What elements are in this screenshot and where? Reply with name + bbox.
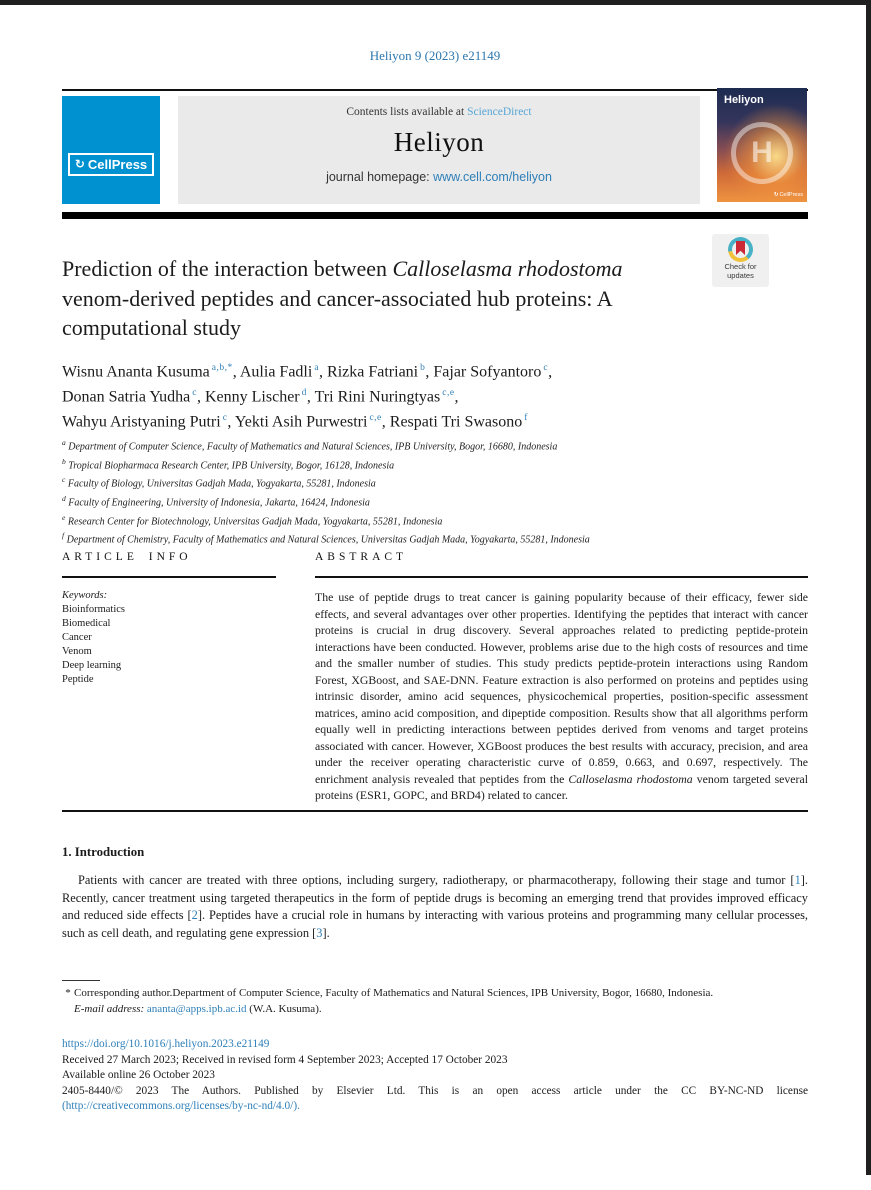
text-segment: venom targeted several proteins (ESR1, GOPC, and BRD4) related to cancer. bbox=[315, 771, 808, 802]
sciencedirect-link[interactable]: ScienceDirect bbox=[467, 106, 532, 118]
footnote-marker: * bbox=[65, 987, 71, 999]
introduction-paragraph bbox=[62, 872, 808, 942]
text-segment: computational study bbox=[62, 315, 242, 340]
cover-masthead: Heliyon bbox=[724, 94, 764, 106]
available-online: Available online 26 October 2023 bbox=[62, 1069, 215, 1081]
article-title bbox=[62, 254, 722, 343]
article-info-heading: ARTICLE INFO bbox=[62, 551, 192, 563]
banner-bottom-rule bbox=[62, 212, 808, 219]
page-right-border bbox=[866, 0, 871, 1175]
inline-link[interactable]: d bbox=[301, 387, 307, 398]
cover-brand bbox=[774, 192, 803, 198]
keyword: Peptide bbox=[62, 674, 94, 685]
text-segment: , Kenny Lischer bbox=[196, 388, 300, 406]
affiliations-list bbox=[62, 436, 808, 548]
affiliation: $^f$ Department of Chemistry, Faculty of Mathematics and Natural Sciences, Universitas Gadjah Mada, Yogyakarta, 55281, Indonesia bbox=[62, 531, 590, 546]
doi-link[interactable]: https://doi.org/10.1016/j.heliyon.2023.e21149 bbox=[62, 1038, 270, 1050]
inline-link[interactable]: c bbox=[192, 387, 197, 398]
text-segment: Patients with cancer are treated with three options, including surgery, radiotherapy, or pharmacotherapy, following their stage and tumor [ bbox=[78, 873, 795, 887]
homepage-link[interactable]: www.cell.com/heliyon bbox=[433, 170, 552, 184]
inline-link[interactable]: c bbox=[222, 412, 228, 423]
text-segment: Calloselasma rhodostoma bbox=[392, 256, 623, 281]
page-top-border bbox=[0, 0, 871, 5]
introduction-heading: 1. Introduction bbox=[62, 845, 145, 859]
received-dates: Received 27 March 2023; Received in revised form 4 September 2023; Accepted 17 October 2023 bbox=[62, 1053, 508, 1066]
text-segment: Prediction of the interaction between bbox=[62, 256, 393, 281]
text-segment: , bbox=[548, 363, 553, 381]
license-link[interactable]: (http://creativecommons.org/licenses/by-nc-nd/4.0/). bbox=[62, 1100, 300, 1112]
inline-link[interactable]: f bbox=[524, 412, 528, 423]
article-info-column bbox=[62, 551, 278, 687]
email-line bbox=[62, 1002, 808, 1018]
affiliation: $^e$ Research Center for Biotechnology, Universitas Gadjah Mada, Yogyakarta, 55281, Indonesia bbox=[62, 512, 443, 527]
text-segment: ]. Peptides have a crucial role in humans by interacting with various proteins and programming many cellular processes, such as cell death, and regulating gene expression [ bbox=[62, 908, 808, 940]
inline-link[interactable]: c,e bbox=[442, 387, 455, 398]
text-segment: venom-derived peptides and cancer-associated hub proteins: A bbox=[62, 285, 613, 311]
text-segment: ]. bbox=[322, 925, 330, 940]
abstract-text bbox=[315, 589, 808, 804]
affiliation: $^a$ Department of Computer Science, Faculty of Mathematics and Natural Sciences, IPB University, Bogor, 16680, Indonesia bbox=[62, 438, 558, 453]
crossmark-label-line1: Check for bbox=[724, 262, 757, 271]
journal-name: Heliyon bbox=[393, 127, 485, 157]
crossmark-icon bbox=[728, 237, 753, 262]
abstract-heading: ABSTRACT bbox=[315, 551, 408, 563]
email-label: E-mail address: bbox=[74, 1002, 145, 1015]
cover-h-badge bbox=[731, 122, 793, 184]
journal-cover-thumbnail bbox=[717, 88, 807, 202]
inline-link[interactable]: c bbox=[543, 363, 549, 373]
cellpress-logo-frame bbox=[68, 153, 154, 176]
abstract-bottom-rule bbox=[62, 810, 808, 812]
abstract-column bbox=[315, 551, 808, 804]
inline-link[interactable]: a,b,* bbox=[211, 363, 233, 373]
journal-citation: Heliyon 9 (2023) e21149 bbox=[369, 48, 501, 63]
cellpress-logo-text: CellPress bbox=[87, 156, 148, 172]
text-segment: Wahyu Aristyaning Putri bbox=[62, 412, 221, 430]
text-segment: Donan Satria Yudha bbox=[62, 388, 191, 406]
inline-link[interactable]: c,e bbox=[369, 412, 382, 423]
keyword: Bioinformatics bbox=[62, 604, 125, 615]
cover-letter: H bbox=[751, 136, 773, 169]
keywords-label: Keywords: bbox=[62, 590, 108, 601]
inline-link[interactable]: 1 bbox=[794, 873, 801, 887]
author-list bbox=[62, 358, 742, 432]
journal-banner bbox=[178, 96, 700, 204]
text-segment: The use of peptide drugs to treat cancer is gaining popularity because of their efficacy, fewer side effects, and several advantages over other properties. Identifying the peptides that interact with cancer proteins is crucial in drug discovery. Several approaches related to predicting peptide-protein interactions have been conducted. However, problems arise due to the high costs of resources and time and the smaller number of studies. This study predicts peptide-protein interactions using Random Forest, XGBoost, and SAE-DNN. Feature extraction is also performed on proteins and peptides using intrinsic disorder, amino acid sequences, physicochemical properties, position-specific assessment matrices, amino acid composition, and dipeptide composition. Results show that all algorithms perform equally well in predicting interactions between peptides derived from venoms and target proteins associated with cancer. However, XGBoost produces the best results with accuracy, precision, and area under the receiver operating characteristic curve of 0.859, 0.663, and 0.697, respectively. The enrichment analysis revealed that peptides from the bbox=[315, 590, 808, 786]
text-segment: , Rizka Fatriani bbox=[319, 363, 419, 381]
text-segment: , Respati Tri Swasono bbox=[381, 412, 523, 430]
keyword: Venom bbox=[62, 646, 92, 657]
email-suffix: (W.A. Kusuma). bbox=[246, 1002, 322, 1015]
article-footer bbox=[62, 1037, 808, 1115]
text-segment: , Fajar Sofyantoro bbox=[425, 363, 542, 381]
contents-prefix: Contents lists available at bbox=[346, 106, 468, 118]
text-segment: , Aulia Fadli bbox=[232, 363, 313, 381]
footnote-line bbox=[62, 986, 808, 1002]
banner-top-rule bbox=[62, 89, 808, 91]
crossmark-label-line2: updates bbox=[727, 270, 754, 280]
footnote-text: Corresponding author.Department of Computer Science, Faculty of Mathematics and Natural Sciences, IPB University, Bogor, 16680, Indonesia. bbox=[74, 987, 714, 999]
affiliation: $^b$ Tropical Biopharmaca Research Center, IPB University, Bogor, 16128, Indonesia bbox=[62, 456, 395, 471]
keywords-list bbox=[62, 603, 278, 687]
inline-link[interactable]: 2 bbox=[191, 908, 198, 923]
cellpress-arrow-icon: ↻ bbox=[74, 157, 85, 171]
keyword: Biomedical bbox=[62, 618, 111, 629]
crossmark-label bbox=[724, 263, 756, 280]
contents-line bbox=[346, 106, 531, 118]
cellpress-arrow-icon: ↻ bbox=[773, 192, 779, 198]
copyright-line: 2405-8440/© 2023 The Authors. Published by Elsevier Ltd. This is an open access article under the CC BY-NC-ND license bbox=[62, 1084, 808, 1097]
corresponding-author-note bbox=[62, 986, 808, 1017]
cellpress-logo bbox=[62, 96, 160, 204]
text-segment: , bbox=[454, 388, 459, 406]
homepage-line bbox=[326, 170, 552, 184]
inline-link[interactable]: 3 bbox=[316, 925, 323, 940]
article-info-rule bbox=[62, 576, 276, 578]
cover-brand-text: CellPress bbox=[779, 192, 803, 198]
email-link[interactable]: ananta@apps.ipb.ac.id bbox=[146, 1002, 247, 1015]
inline-link[interactable]: b bbox=[420, 363, 426, 373]
text-segment: Wisnu Ananta Kusuma bbox=[62, 363, 210, 381]
footnote-rule bbox=[62, 980, 100, 981]
keyword: Deep learning bbox=[62, 660, 122, 671]
affiliation: $^d$ Faculty of Engineering, University of Indonesia, Jakarta, 16424, Indonesia bbox=[62, 493, 370, 509]
inline-link[interactable]: a bbox=[314, 363, 320, 373]
text-segment: ]. Recently, cancer treatment using targeted therapeutics in the form of peptide drugs is becoming an emerging trend that provides improved efficacy and reduced side effects [ bbox=[62, 873, 808, 923]
text-segment: Calloselasma rhodostoma bbox=[568, 771, 693, 786]
homepage-prefix: journal homepage: bbox=[326, 170, 434, 184]
text-segment: , Yekti Asih Purwestri bbox=[227, 412, 368, 430]
text-segment: , Tri Rini Nuringtyas bbox=[306, 388, 441, 406]
keyword: Cancer bbox=[62, 632, 92, 643]
affiliation: $^c$ Faculty of Biology, Universitas Gadjah Mada, Yogyakarta, 55281, Indonesia bbox=[62, 475, 376, 490]
abstract-rule bbox=[315, 576, 808, 578]
